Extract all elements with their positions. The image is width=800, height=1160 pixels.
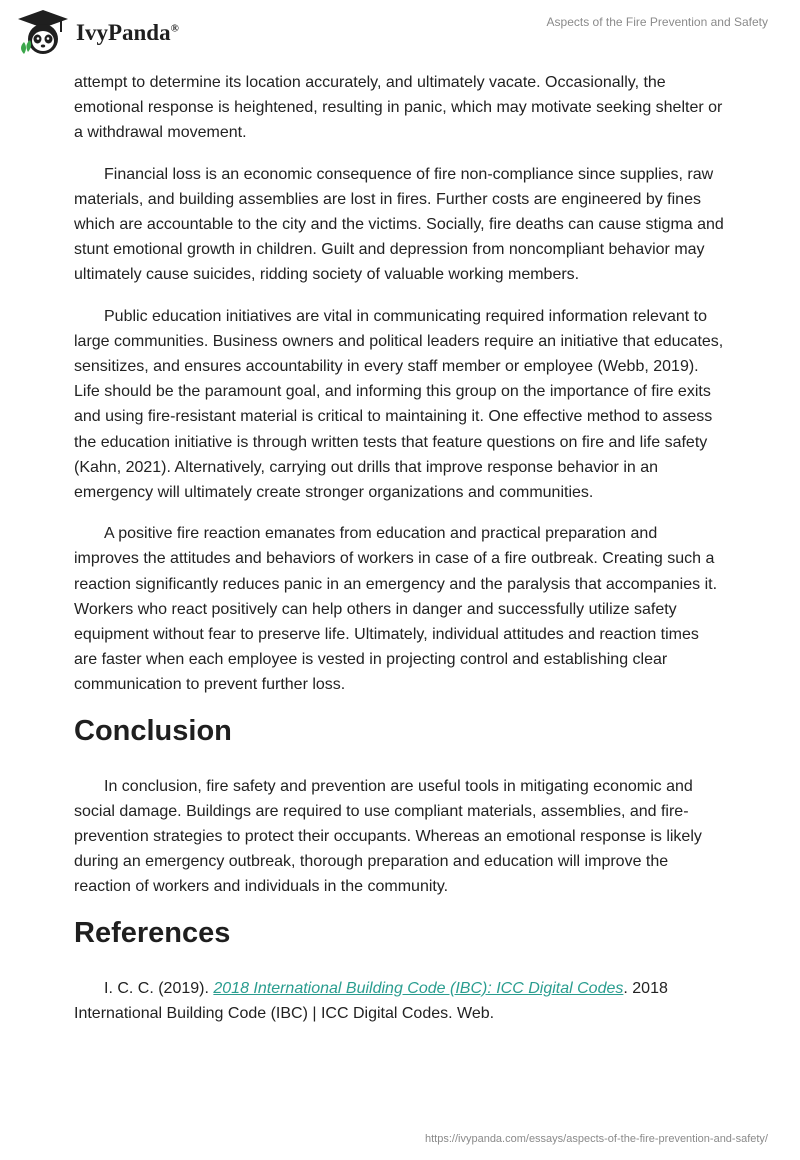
page-header	[0, 0, 800, 70]
body-paragraph: Financial loss is an economic consequence of fire non-compliance since supplies, raw materials, and building assemblies are lost in fires. Further costs are engineered by fines which are accountable to the city and the victims. Socially, fire deaths can cause stigma and stunt emotional growth in children. Guilt and depression from noncompliant behavior may ultimately cause suicides, ridding society of valuable working members.	[74, 165, 724, 284]
reference-author: I. C. C. (2019).	[104, 979, 214, 997]
reference-link[interactable]: 2018 International Building Code (IBC): ICC Digital Codes	[213, 979, 624, 997]
reference-item	[74, 976, 724, 1026]
references-heading: References	[74, 916, 231, 949]
conclusion-paragraph: In conclusion, fire safety and prevention are useful tools in mitigating economic and social damage. Buildings are required to use compliant materials, assemblies, and fire-prevention strategies to protect their occupants. Whereas an emotional response is likely during an emergency outbreak, thorough preparation and education will improve the reaction of workers and individuals in the community.	[74, 777, 702, 896]
essay-body	[74, 70, 724, 1042]
panda-graduate-icon	[14, 8, 72, 58]
ivypanda-logo[interactable]	[14, 8, 214, 58]
brand-name: IvyPanda®	[76, 20, 179, 45]
body-paragraph: Public education initiatives are vital in communicating required information relevant to large communities. Business owners and political leaders require an initiative that educates, sensitizes, and ensures accountability in every staff member or employee (Webb, 2019). Life should be the paramount goal, and informing this group on the importance of fire exits and using fire-resistant material is critical to maintaining it. One effective method to assess the education initiative is through written tests that feature questions on fire and life safety (Kahn, 2021). Alternatively, carrying out drills that improve response behavior in an emergency will ultimately create stronger organizations and communities.	[74, 307, 724, 502]
document-title: Aspects of the Fire Prevention and Safety	[546, 15, 768, 29]
conclusion-heading: Conclusion	[74, 714, 232, 747]
body-paragraph: A positive fire reaction emanates from education and practical preparation and improves the attitudes and behaviors of workers in case of a fire outbreak. Creating such a reaction significantly reduces panic in an emergency and the paralysis that accompanies it. Workers who react positively can help others in danger and successfully utilize safety equipment without fear to preserve life. Ultimately, individual attitudes and reaction times are faster when each employee is vested in projecting control and establishing clear communication to prevent further loss.	[74, 525, 718, 694]
body-paragraph: attempt to determine its location accurately, and ultimately vacate. Occasionally, the emotional response is heightened, resulting in panic, which may motivate seeking shelter or a withdrawal movement.	[74, 74, 723, 142]
footer-url: https://ivypanda.com/essays/aspects-of-the-fire-prevention-and-safety/	[425, 1133, 768, 1145]
reference-source: . 2018 International Building Code (IBC) | ICC Digital Codes. Web.	[74, 979, 668, 1022]
